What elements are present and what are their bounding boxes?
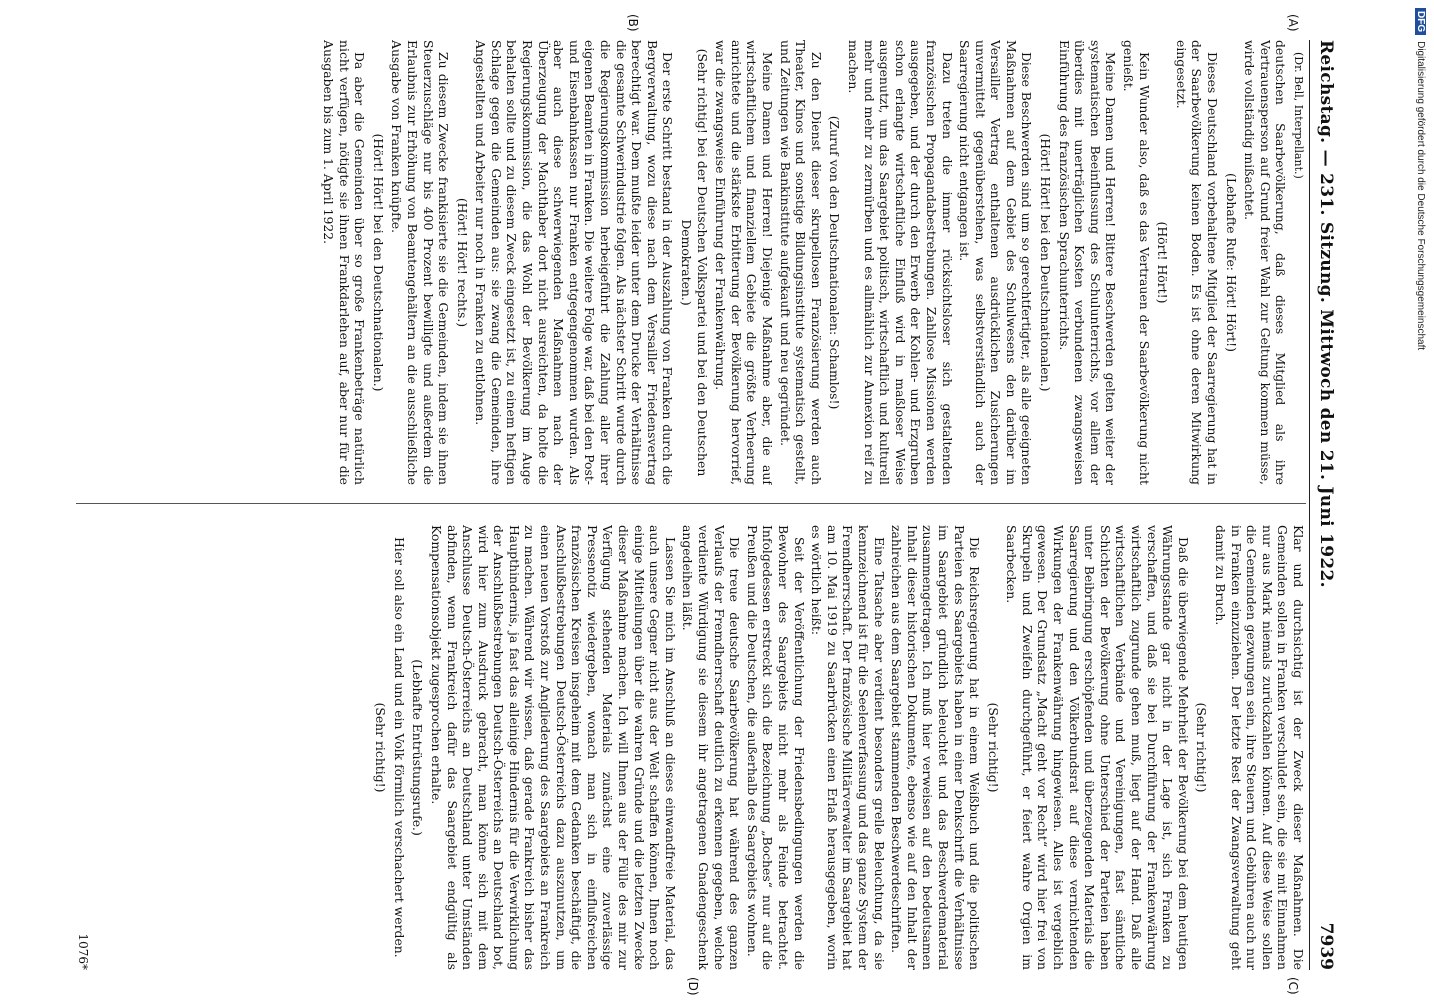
dfg-logo: DFG [1415,8,1426,35]
header-title: Reichstag. — 231. Sitzung. Mittwoch den 21. Juni 1922. [1316,40,1336,588]
margin-marker-b: (B) [626,14,640,32]
left-column-paragraph: (Hört! Hört! bei den Deutschnationalen.) [1038,133,1054,392]
right-column-paragraph: Daß die überwiegende Mehrheit der Bevölkerung bei dem heutigen Währungsstande gar nicht in der Lage ist, sich Franken zu verschaffen, und daß sie bei Durchführung der Frankenwährung wirtschaftlich zugrunde gehen muß, liegt auf der Hand. Daß alle wirtschaftlichen Verbände und Vereinigungen, fast sämtliche Schichten der Bevölkerung ohne Unterschied der Parteien haben unter Beibringung erschöpfenden und überzeugenden Materials die Saarregierung und den Völkerbundsrat auf diese vernichtenden Wirkungen der Frankenwährung hingewiesen. Alles ist vergeblich gewesen. Der Grundsatz „Macht geht vor Recht“ wird hier frei von Skrupeln und Zweifeln durchgeführt, er feiert wahre Orgien im Saarbecken. [1004,525,1191,970]
left-column-paragraph: Dazu treten die immer rücksichtsloser sich gestaltenden französischen Propagandabestrebungen. Zahllose Missionen werden ausgegeben, und der durch den Erwerb der Kohlen- und Erzgruben schon erlangte wirtschaftliche Einfluß wird in maßloser Weise ausgenutzt, um das Saargebiet politisch, wirtschaftlich und kulturell mehr und mehr zu zermürben und es allmählich zur Annexion reif zu machen. [845,40,955,485]
column-divider [76,503,1306,504]
right-column-paragraph: Die treue deutsche Saarbevölkerung hat während des ganzen Verlaufs der Fremdherrschaft deutlich zu erkennen gegeben, welche verdiente Würdigung sie diesem ihr angetragenen Gnadengeschenk angedeihen läßt. [680,525,743,970]
page-number: 7939 [1316,922,1336,970]
right-column [66,525,1306,970]
left-column-paragraph: (Dr. Bell, Interpellant.) [1292,52,1305,179]
left-column-paragraph: Der erste Schritt bestand in der Auszahlung von Franken durch die Bergverwaltung, wozu diese nach dem Versailler Friedensvertrag berechtigt war. Dem mußte leider unter dem Drucke der Verhältnisse die gesamte Schwerindustrie folgen. Als nächster Schritt wurde durch die Regierungskommission herbeigeführt die Zahlung aller ihrer eigenen Beamten in Franken. Die weitere Folge war, daß bei den Post- und Eisenbahnkassen nur Franken entgegengenommen wurden. Als aber auch diese schwerwiegenden Maßnahmen nach der Überzeugung der Machthaber dort nicht ausreichten, da holte die Regierungskommission, die das Wohl der Bevölkerung im Auge behalten sollte und zu diesem Zweck eingesetzt ist, zu einem heftigen Schlage gegen die Gemeinden aus: sie zwang die Gemeinden, ihre Angestellten und Arbeiter nur noch in Franken zu entlohnen. [473,40,676,485]
right-column-paragraph: (Lebhafte Entrüstungsrufe.) [410,659,426,836]
page-header [1309,40,1340,970]
footer-number: 1076* [76,933,90,970]
margin-marker-c: (C) [1286,977,1300,995]
right-column-paragraph: (Sehr richtig!) [1194,702,1210,793]
right-column-paragraph: (Sehr richtig!) [985,702,1001,793]
left-column-paragraph: (Zuruf von den Deutschnationalen: Schamlos!) [827,115,843,410]
right-column-paragraph: Lassen Sie mich im Anschluß an dieses einwandfreie Material, das auch unsere Gegner nicht aus der Welt schaffen können, Ihnen noch einige Mitteilungen über die wahren Gründe und die letzten Zwecke dieser Maßnahme machen. Ich will Ihnen aus der Fülle des mir zur Verfügung stehenden Materials zunächst eine zuverlässige Pressenotiz wiedergeben, wonach man sich in einflußreichen französischen Kreisen insgeheim mit dem Gedanken beschäftigt, die Anschlußbestrebungen Deutsch-Österreichs dazu auszunutzen, um einen neuen Vorstoß zur Angliederung des Saargebiets an Frankreich zu machen. Während wir wissen, daß gerade Frankreich bisher das Haupthindernis, ja fast das alleinige Hindernis für die Verwirklichung der Anschlußbestrebungen Deutsch-Österreichs an Deutschland bot, wird hier zum Ausdruck gebracht, man könne sich mit dem Anschlusse Deutsch-Österreichs an Deutschland unter Umständen abfinden, wenn Frankreich dafür das Saargebiet endgültig als Kompensationsobjekt zugesprochen erhalte. [428,525,678,970]
left-column [66,40,1306,485]
right-column-paragraph: Klar und durchsichtig ist der Zweck dieser Maßnahmen. Die Gemeinden sollen in Franken verschuldet sein, die sie mit Einnahmen nur aus Mark niemals zurückzahlen können. Auf diese Weise sollen die Gemeinden gezwungen sein, ihre Steuern und Gebühren auch nur in Franken einzuziehen. Der letzte Rest der Zwangsverwaltung geht damit zu Bruch. [1213,525,1306,970]
left-column-paragraph: Kein Wunder also, daß es das Vertrauen der Saarbevölkerung nicht genießt. [1121,40,1152,485]
left-column-paragraph: Meine Damen und Herren! Bittere Beschwerden gelten weiter der systematischen Beeinflussung des Schulunterrichts, vor allem der überdies mit unerträglichen Kosten verbundenen zwangsweisen Einführung des französischen Sprachunterrichts. [1056,40,1119,485]
left-column-paragraph: (Hört! Hört!) [1155,221,1171,304]
dfg-sidebar [1412,8,1430,992]
dfg-note [1415,8,1426,988]
margin-marker-a: (A) [1286,14,1300,32]
right-column-paragraph: Eine Tatsache aber verdient besonders grelle Beleuchtung, da sie kennzeichnend ist für die Seelenverfassung und das ganze System der Fremdherrschaft. Der französische Militärverwalter im Saargebiet hat am 10. Mai 1919 zu Saarbrücken einen Erlaß herausgegeben, worin es wörtlich heißt: [809,525,887,970]
left-column-paragraph: Da aber die Gemeinden über so große Frankenbeträge natürlich nicht verfügen, nötigte sie ihnen Frankdarlehen auf, aber nur für die Ausgaben bis zum 1. April 1922. [320,40,368,485]
left-column-paragraph: deutschen Saarbevölkerung, daß dieses Mitglied als ihre Vertrauensperson auf Grund freier Wahl zur Geltung kommen müsse, wirde vollständig mißachtet. [1242,40,1289,485]
right-column-paragraph: (Sehr richtig!) [373,702,389,793]
left-column-paragraph: (Lebhafte Rufe: Hört! Hört!) [1223,173,1239,352]
left-column-paragraph: Diese Beschwerden sind um so gerechtfertigter, als alle geeigneten Maßnahmen auf dem Gebiet des Schulwesens den darüber im Versailler Vertrag enthaltenen ausdrücklichen Zusicherungen unvermittelt gegenüberstehen, was selbstverständlich auch der Saarregierung nicht entgangen ist. [957,40,1035,485]
right-column-paragraph: Die Reichsregierung hat in einem Weißbuch und die politischen Parteien des Saargebiets haben in einer Denkschrift die Verhältnisse im Saargebiet gründlich beleuchtet und das Beschwerdematerial zusammengetragen. Ich muß hier verweisen auf den bedeutsamen Inhalt dieser historischen Dokumente, ebenso wie auf den Inhalt der zahlreichen aus dem Saargebiet stammenden Beschwerdeschriften. [889,525,983,970]
left-column-paragraph: Zu diesem Zwecke frankisierte sie die Gemeinden, indem sie ihnen Steuerzuschläge nur bis 400 Prozent bewilligte und außerdem die Erlaubnis zur Erhöhung von Beamtengehältern an die ausschließliche Ausgabe von Franken knüpfte. [389,40,452,485]
right-column-paragraph: Hier soll also ein Land und ein Volk förmlich verschachert werden. [391,537,407,958]
rotated-page-content [50,14,1340,996]
left-column-paragraph: Zu den Dienst dieser skrupellosen Französierung werden auch Theater, Kinos und sonstige Bildungsinstitute systematisch gestellt, und Zeitungen wie Bankinstitute aufgekauft und neu gegründet. [777,40,824,485]
left-column-paragraph: (Hört! Hört! rechts.) [454,197,470,328]
left-column-paragraph: (Hört! Hört! bei den Deutschnationalen.) [370,133,386,392]
right-column-paragraph: Seit der Veröffentlichung der Friedensbedingungen werden die Bewohner des Saargebiets nicht mehr als Feinde betrachtet. Infolgedessen erstreckt sich die Bezeichnung „Boches“ nur auf die Preußen und die Deutschen, die außerhalb des Saargebiets wohnen. [744,525,807,970]
left-column-paragraph: Dieses Deutschland vorbehaltene Mitglied der Saarregierung hat in der Saarbevölkerung keinen Boden. Es ist ohne deren Mitwirkung eingesetzt. [1173,40,1221,485]
dfg-note-text: Digitalisierung gefördert durch die Deutsche Forschungsgemeinschaft [1415,41,1426,351]
left-column-paragraph: (Sehr richtig! bei der Deutschen Volkspartei und bei den Deutschen Demokraten.) [679,48,710,477]
left-column-paragraph: Meine Damen und Herren! Diejenige Maßnahme aber, die auf wirtschaftlichem und finanziellem Gebiete die größte Verheerung anrichtete und die stärkste Erbitterung der Bevölkerung hervorrief, war die zwangsweise Einführung der Frankenwährung. [713,40,775,485]
margin-marker-d: (D) [686,977,700,996]
